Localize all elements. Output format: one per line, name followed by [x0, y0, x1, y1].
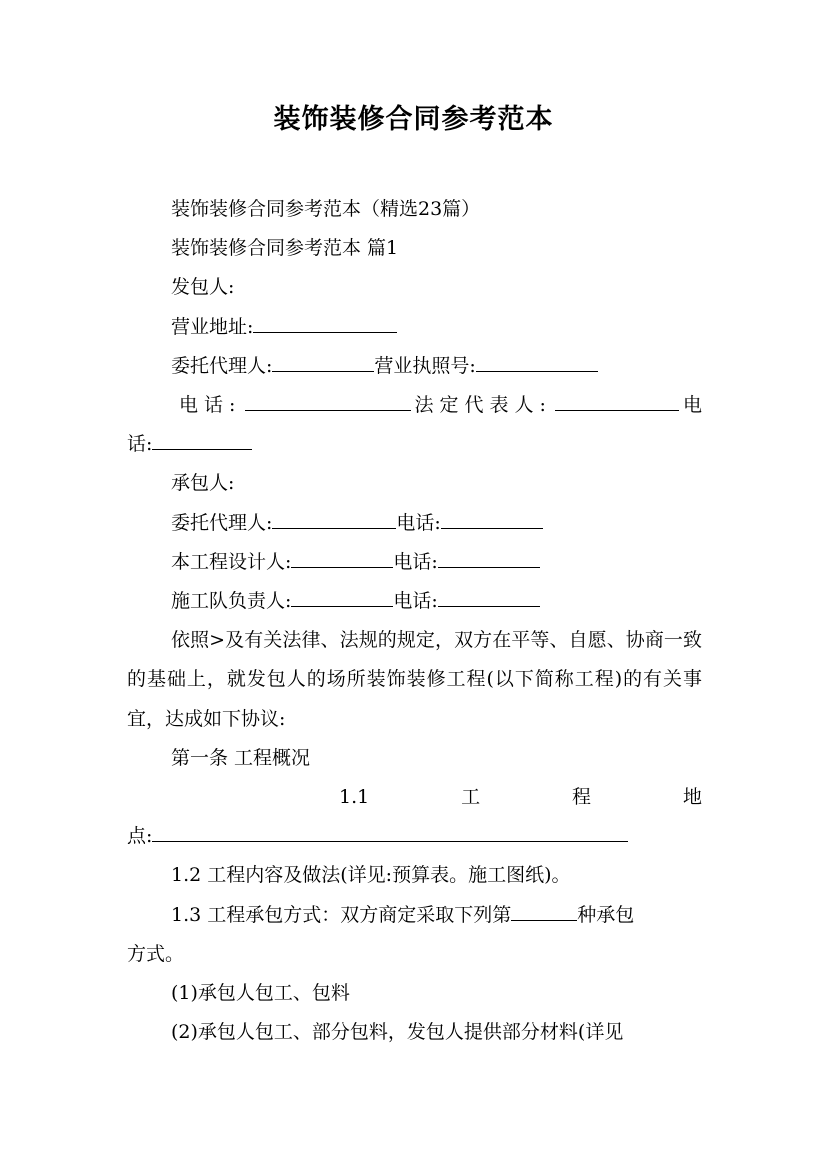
designer-label: 本工程设计人:	[171, 550, 292, 573]
article-1-heading: 第一条 工程概况	[171, 746, 311, 769]
subtitle-line: 装饰装修合同参考范本（精选23篇）	[171, 198, 481, 220]
team-leader-phone-label: 电话:	[393, 590, 438, 613]
piece-heading: 装饰装修合同参考范本 篇1	[171, 237, 399, 260]
business-address-blank[interactable]	[253, 308, 397, 333]
item-1-1-number: 1.1	[339, 786, 370, 809]
legal-rep-label: 法定代表人:	[414, 394, 552, 417]
phone-label-head: 电	[682, 394, 702, 417]
item-1-1-tail: 点:	[127, 825, 153, 848]
item-1-1-char-2: 程	[572, 786, 592, 809]
designer-phone-label: 电话:	[393, 550, 438, 573]
item-1-3-text: 1.3 工程承包方式：双方商定采取下列第	[171, 903, 512, 926]
contractor-phone-blank[interactable]	[441, 504, 543, 529]
item-1-2: 1.2 工程内容及做法(详见:预算表。施工图纸)。	[171, 864, 571, 887]
legal-rep-blank[interactable]	[555, 386, 679, 411]
contractor-phone-label: 电话:	[396, 511, 441, 534]
license-blank[interactable]	[476, 347, 598, 372]
agent-blank[interactable]	[272, 347, 374, 372]
phone-blank[interactable]	[245, 386, 411, 411]
team-leader-blank[interactable]	[291, 582, 393, 607]
phone-legal-rep-line	[127, 386, 702, 425]
phone-continued-blank[interactable]	[152, 425, 252, 450]
item-1-1-char-1: 工	[461, 786, 481, 809]
phone-label: 电话:	[179, 394, 242, 417]
team-leader-line	[127, 582, 702, 621]
designer-phone-blank[interactable]	[438, 543, 540, 568]
contractor-agent-line	[127, 504, 702, 543]
document-title: 装饰装修合同参考范本	[273, 104, 554, 135]
team-leader-label: 施工队负责人:	[171, 590, 292, 613]
item-1-1-char-3: 地	[682, 786, 702, 809]
basis-paragraph: 依照>及有关法律、法规的规定，双方在平等、自愿、协商一致的基础上，就发包人的场所装饰装修工程(以下简称工程)的有关事宜，达成如下协议:	[127, 629, 702, 730]
business-address-label: 营业地址:	[171, 315, 254, 338]
designer-blank[interactable]	[291, 543, 393, 568]
contractor-agent-blank[interactable]	[272, 504, 396, 529]
item-1-1-continued	[127, 817, 702, 856]
business-address-line	[127, 308, 702, 347]
document-body	[127, 190, 702, 1052]
phone-continued-line	[127, 425, 702, 464]
item-1-3-continued: 方式。	[127, 942, 185, 965]
contractor-agent-label: 委托代理人:	[171, 511, 273, 534]
item-1-3-text-end: 种承包	[577, 903, 635, 926]
designer-line	[127, 543, 702, 582]
employer-label: 发包人:	[171, 276, 235, 299]
contractor-label: 承包人:	[171, 472, 235, 495]
phone-label-tail: 话:	[127, 433, 153, 456]
agent-label: 委托代理人:	[171, 354, 273, 377]
option-2: (2)承包人包工、部分包料，发包人提供部分材料(详见	[171, 1021, 624, 1044]
method-number-blank[interactable]	[511, 896, 577, 921]
license-label: 营业执照号:	[374, 354, 476, 377]
item-1-1-line	[127, 778, 702, 817]
option-1: (1)承包人包工、包料	[171, 982, 350, 1005]
item-1-3-line	[127, 896, 702, 935]
team-leader-phone-blank[interactable]	[438, 582, 540, 607]
agent-license-line	[127, 347, 702, 386]
location-blank[interactable]	[152, 817, 628, 842]
